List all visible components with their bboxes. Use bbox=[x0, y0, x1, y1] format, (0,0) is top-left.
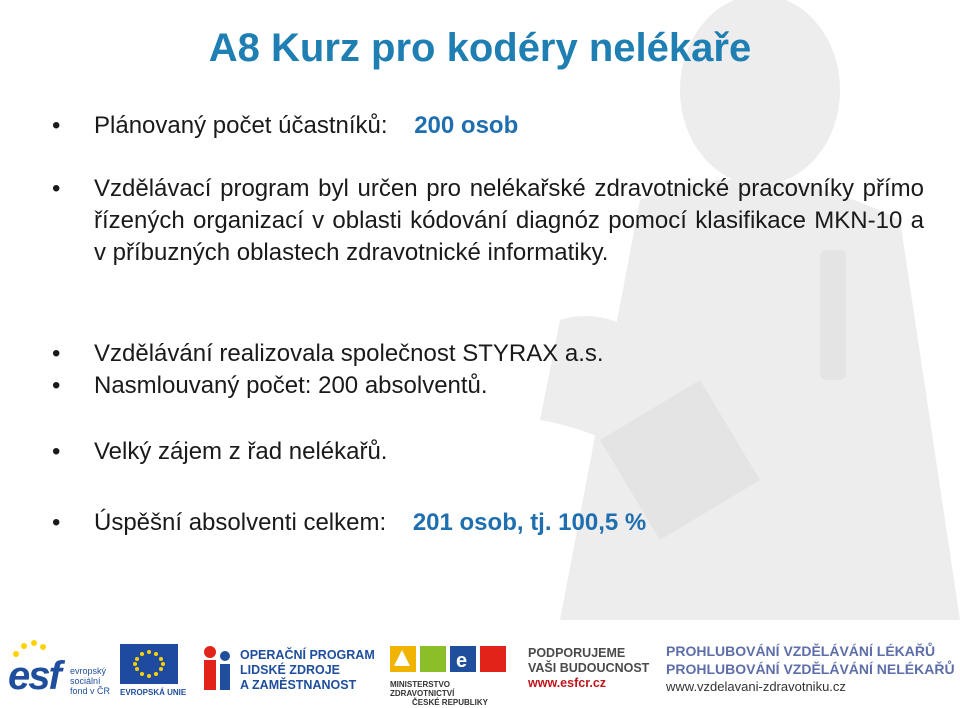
esf-logo bbox=[8, 638, 118, 700]
op-lzz-logo bbox=[200, 642, 380, 702]
footer-logos bbox=[0, 632, 960, 708]
bullet-marker: • bbox=[52, 112, 61, 139]
mz-line1: MINISTERSTVO ZDRAVOTNICTVÍ bbox=[390, 680, 455, 698]
project-logo bbox=[666, 642, 956, 696]
eu-caption: EVROPSKÁ UNIE bbox=[120, 688, 187, 697]
op-line1: OPERAČNÍ PROGRAM bbox=[240, 648, 375, 662]
bullet-marker: • bbox=[52, 175, 61, 202]
graduates-value: 201 osob, tj. 100,5 % bbox=[412, 509, 647, 536]
svg-text:e: e bbox=[456, 650, 468, 672]
support-line2: VAŠI BUDOUCNOST bbox=[528, 661, 650, 675]
eu-flag-icon bbox=[120, 644, 178, 684]
bullet-marker: • bbox=[52, 372, 61, 399]
page-title: A8 Kurz pro kodéry nelékaře bbox=[208, 26, 752, 70]
bullet-marker: • bbox=[52, 340, 61, 367]
project-url: www.vzdelavani-zdravotniku.cz bbox=[666, 679, 846, 694]
esf-line3: fond v ČR bbox=[70, 686, 111, 696]
mz-logo bbox=[390, 640, 514, 707]
mz-line2: ČESKÉ REPUBLIKY bbox=[412, 698, 489, 707]
planned-count-value: 200 osob bbox=[414, 112, 519, 139]
op-people-icon bbox=[200, 644, 234, 694]
esf-letters: esf bbox=[8, 654, 60, 698]
graduates-label: Úspěšní absolventi celkem: bbox=[94, 509, 387, 536]
bullet-marker: • bbox=[52, 438, 61, 465]
esf-line2: sociální bbox=[70, 676, 101, 686]
op-line2: LIDSKÉ ZDROJE bbox=[240, 663, 341, 677]
support-url: www.esfcr.cz bbox=[528, 676, 607, 690]
esf-line1: evropský bbox=[70, 666, 107, 676]
provider-text: Vzdělávání realizovala společnost STYRAX a.s. bbox=[94, 340, 604, 367]
op-line3: A ZAMĚSTNANOST bbox=[240, 678, 357, 692]
program-description-text: Vzdělávací program byl určen pro nelékařské zdravotnické pracovníky přímo řízených organizací v oblasti kódování diagnóz pomocí klasifikace MKN-10 a v příbuzných oblastech zdravotnické informatiky. bbox=[94, 175, 924, 266]
interest-text: Velký zájem z řad nelékařů. bbox=[94, 438, 388, 465]
bullet-marker: • bbox=[52, 509, 61, 536]
mz-emblem-icon bbox=[390, 640, 508, 674]
esfcr-support-logo bbox=[528, 646, 658, 691]
project-line1: PROHLUBOVÁNÍ VZDĚLÁVÁNÍ LÉKAŘŮ bbox=[666, 643, 936, 659]
project-line2: PROHLUBOVÁNÍ VZDĚLÁVÁNÍ NELÉKAŘŮ bbox=[666, 661, 955, 677]
planned-count-label: Plánovaný počet účastníků: bbox=[94, 112, 388, 139]
eu-logo bbox=[120, 644, 190, 700]
support-line1: PODPORUJEME bbox=[528, 646, 626, 660]
contracted-count-text: Nasmlouvaný počet: 200 absolventů. bbox=[94, 372, 488, 399]
